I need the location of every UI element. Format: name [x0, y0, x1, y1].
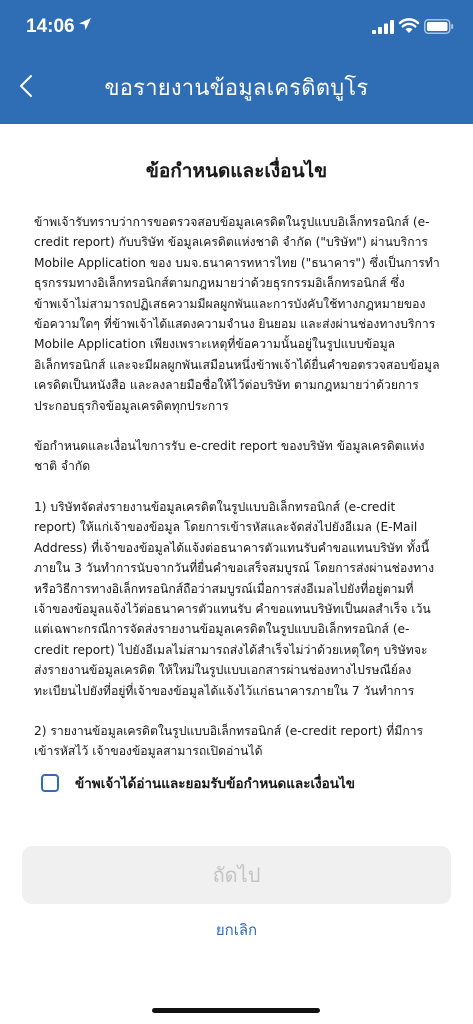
next-button[interactable]: ถัดไป [22, 846, 451, 904]
location-arrow-icon [78, 17, 92, 31]
status-time: 14:06 [26, 16, 75, 37]
home-indicator [152, 1008, 320, 1013]
nav-bar [0, 56, 473, 118]
terms-paragraph: 2) รายงานข้อมูลเครดิตในรูปแบบอิเล็กทรอนิกส์ (e-credit report) ที่มีการเข้ารหัสไว้ เจ้าของข้อมูลสามารถเปิดอ่านได้ [34, 723, 424, 759]
agree-label: ข้าพเจ้าได้อ่านและยอมรับข้อกำหนดและเงื่อนไข [75, 776, 356, 792]
cancel-link[interactable]: ยกเลิก [215, 921, 258, 939]
terms-title: ข้อกำหนดและเงื่อนไข [145, 160, 328, 182]
agree-checkbox-row[interactable] [41, 772, 355, 794]
agree-checkbox[interactable] [41, 774, 59, 792]
app-header [0, 0, 473, 124]
wifi-icon [399, 18, 419, 34]
chevron-left-icon [19, 74, 33, 98]
page-title: ขอรายงานข้อมูลเครดิตบูโร [104, 76, 369, 101]
terms-paragraph: ข้าพเจ้ารับทราบว่าการขอตรวจสอบข้อมูลเครดิตในรูปแบบอิเล็กทรอนิกส์ (e-credit report) กับบริษัท ข้อมูลเครดิตแห่งชาติ จำกัด ("บริษัท") ผ่านบริการ Mobile Application ของ บมจ.ธนาคารทหารไทย ("ธนาคาร") ซึ่งเป็นการทำธุรกรรมทางอิเล็กทรอนิกส์ตามกฎหมายว่าด้วยธุรกรรมอิเล็กทรอนิกส์ ซึ่งข้าพเจ้าไม่สามารถปฏิเสธความมีผลผูกพันและการบังคับใช้ทางกฎหมายของข้อความใดๆ ที่ข้าพเจ้าได้แสดงความจำนง ยินยอม และส่งผ่านช่องทางบริการ Mobile Application เพียงเพราะเหตุที่ข้อความนั้นอยู่ในรูปแบบข้อมูลอิเล็กทรอนิกส์ และจะมีผลผูกพันเสมือนหนึ่งข้าพเจ้าได้ยื่นคำขอตรวจสอบข้อมูลเครดิตเป็นหนังสือ และลงลายมือชื่อให้ไว้ต่อบริษัท ตามกฎหมายว่าด้วยการประกอบธุรกิจข้อมูลเครดิตทุกประการ [34, 215, 440, 413]
terms-paragraph: ข้อกำหนดและเงื่อนไขการรับ e-credit report ของบริษัท ข้อมูลเครดิตแห่งชาติ จำกัด [34, 439, 425, 474]
cellular-signal-icon [372, 20, 394, 34]
status-bar [0, 0, 473, 56]
back-button[interactable] [8, 66, 44, 106]
terms-body [34, 212, 440, 759]
battery-icon [424, 19, 454, 34]
terms-paragraph: 1) บริษัทจัดส่งรายงานข้อมูลเครดิตในรูปแบบอิเล็กทรอนิกส์ (e-credit report) ให้แก่เจ้าของข้อมูล โดยการเข้ารหัสและจัดส่งไปยังอีเมล (E-Mail Address) ที่เจ้าของข้อมูลได้แจ้งต่อธนาคารตัวแทนรับคำขอแทนบริษัท ทั้งนี้ภายใน 3 วันทำการนับจากวันที่ยื่นคำขอเสร็จสมบูรณ์ โดยการส่งผ่านช่องทางหรือวิธีการทางอิเล็กทรอนิกส์ถือว่าสมบูรณ์เมื่อการส่งอีเมลไปยังที่อยู่ตามที่เจ้าของข้อมูลแจ้งไว้ต่อธนาคารตัวแทนรับ คำขอแทนบริษัทเป็นผลสำเร็จ เว้นแต่เฉพาะกรณีการจัดส่งรายงานข้อมูลเครดิตในรูปแบบอิเล็กทรอนิกส์ (e-credit report) ไปยังอีเมลไม่สามารถส่งได้สำเร็จไม่ว่าด้วยเหตุใดๆ บริษัทจะส่งรายงานข้อมูลเครดิต ให้ใหม่ในรูปแบบเอกสารผ่านช่องทางไปรษณีย์ลงทะเบียนไปยังที่อยู่ที่เจ้าของข้อมูลได้แจ้งไว้แก่ธนาคารภายใน 7 วันทำการ [34, 499, 435, 698]
terms-scroll-area[interactable] [0, 124, 473, 759]
